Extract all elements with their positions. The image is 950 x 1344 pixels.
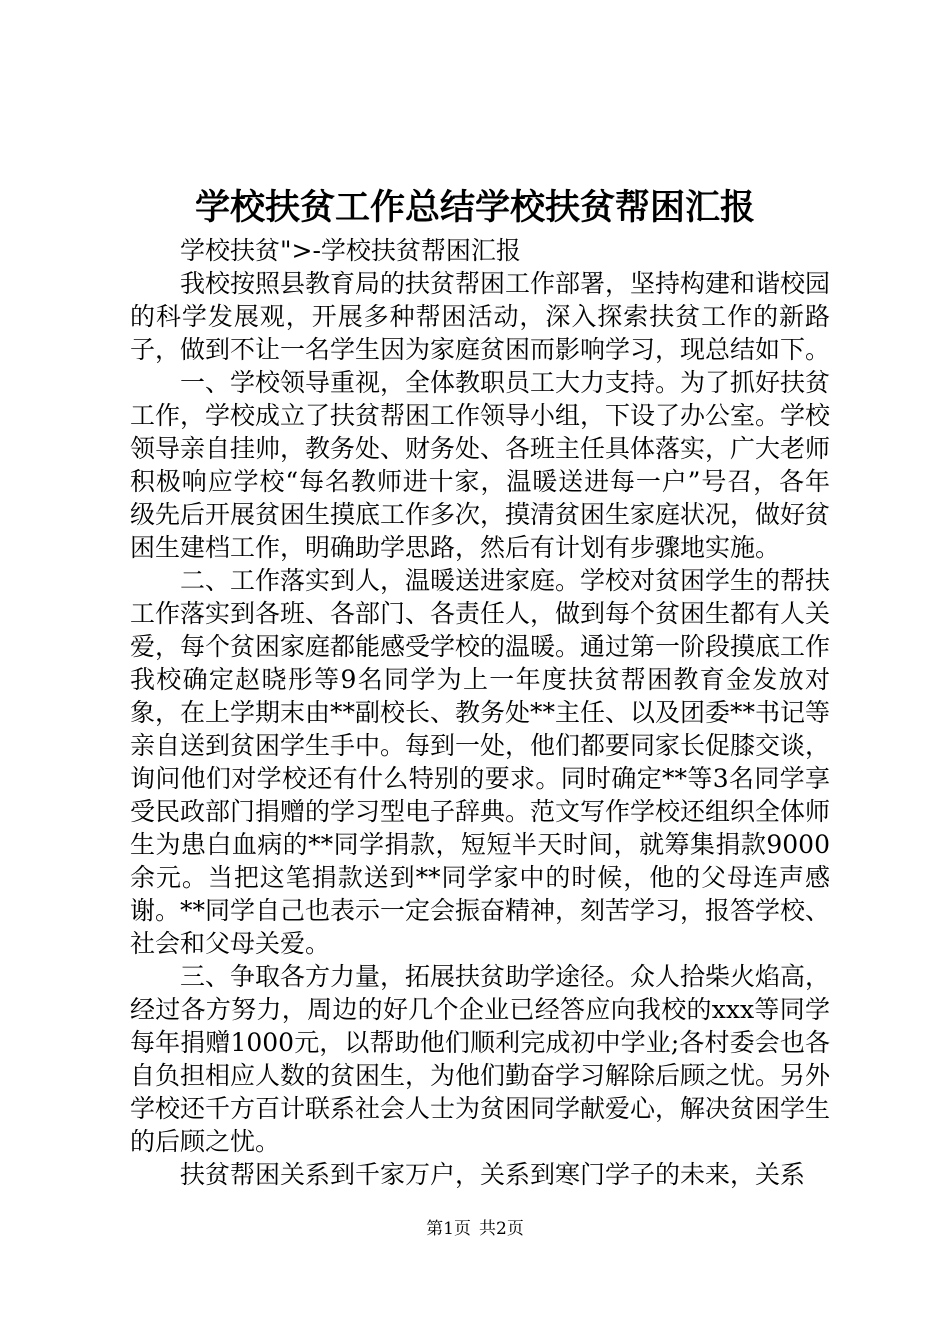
document-title: 学校扶贫工作总结学校扶贫帮困汇报 bbox=[194, 187, 755, 228]
paragraph-intro: 我校按照县教育局的扶贫帮困工作部署，坚持构建和谐校园的科学发展观，开展多种帮困活动，深入探索扶贫工作的新路子，做到不让一名学生因为家庭贫困而影响学习，现总结如下。 bbox=[130, 269, 831, 364]
paragraph-subtitle: 学校扶贫">-学校扶贫帮困汇报 bbox=[180, 236, 521, 265]
paragraph-closing: 扶贫帮困关系到千家万户，关系到寒门学子的未来，关系 bbox=[180, 1160, 806, 1189]
document-body bbox=[130, 234, 830, 1191]
page-number-total: 共2页 bbox=[479, 1219, 524, 1239]
paragraph-section-2: 二、工作落实到人，温暖送进家庭。学校对贫困学生的帮扶工作落实到各班、各部门、各责任人，做到每个贫困生都有人关爱，每个贫困家庭都能感受学校的温暖。通过第一阶段摸底工作我校确定赵晓彤等9名同学为上一年度扶贫帮困教育金发放对象，在上学期末由**副校长、教务处**主任、以及团委**书记等亲自送到贫困学生手中。每到一处，他们都要同家长促膝交谈，询问他们对学校还有什么特别的要求。同时确定**等3名同学享受民政部门捐赠的学习型电子辞典。范文写作学校还组织全体师生为患白血病的**同学捐款，短短半天时间，就筹集捐款9000余元。当把这笔捐款送到**同学家中的时候，他的父母连声感谢。**同学自己也表示一定会振奋精神，刻苦学习，报答学校、社会和父母关爱。 bbox=[130, 566, 831, 958]
paragraph-section-1: 一、学校领导重视，全体教职员工大力支持。为了抓好扶贫工作，学校成立了扶贫帮困工作领导小组，下设了办公室。学校领导亲自挂帅，教务处、财务处、各班主任具体落实，广大老师积极响应学校“每名教师进十家，温暖送进每一户”号召，各年级先后开展贫困生摸底工作多次，摸清贫困生家庭状况，做好贫困生建档工作，明确助学思路，然后有计划有步骤地实施。 bbox=[130, 368, 831, 562]
page-footer bbox=[0, 1217, 950, 1241]
paragraph-section-3: 三、争取各方力量，拓展扶贫助学途径。众人拾柴火焰高，经过各方努力，周边的好几个企业已经答应向我校的xxx等同学每年捐赠1000元，以帮助他们顺利完成初中学业;各村委会也各自负担相应人数的贫困生，为他们勤奋学习解除后顾之忧。另外学校还千方百计联系社会人士为贫困同学献爱心，解决贫困学生的后顾之忧。 bbox=[130, 962, 831, 1156]
page-number-current: 第1页 bbox=[426, 1219, 471, 1239]
